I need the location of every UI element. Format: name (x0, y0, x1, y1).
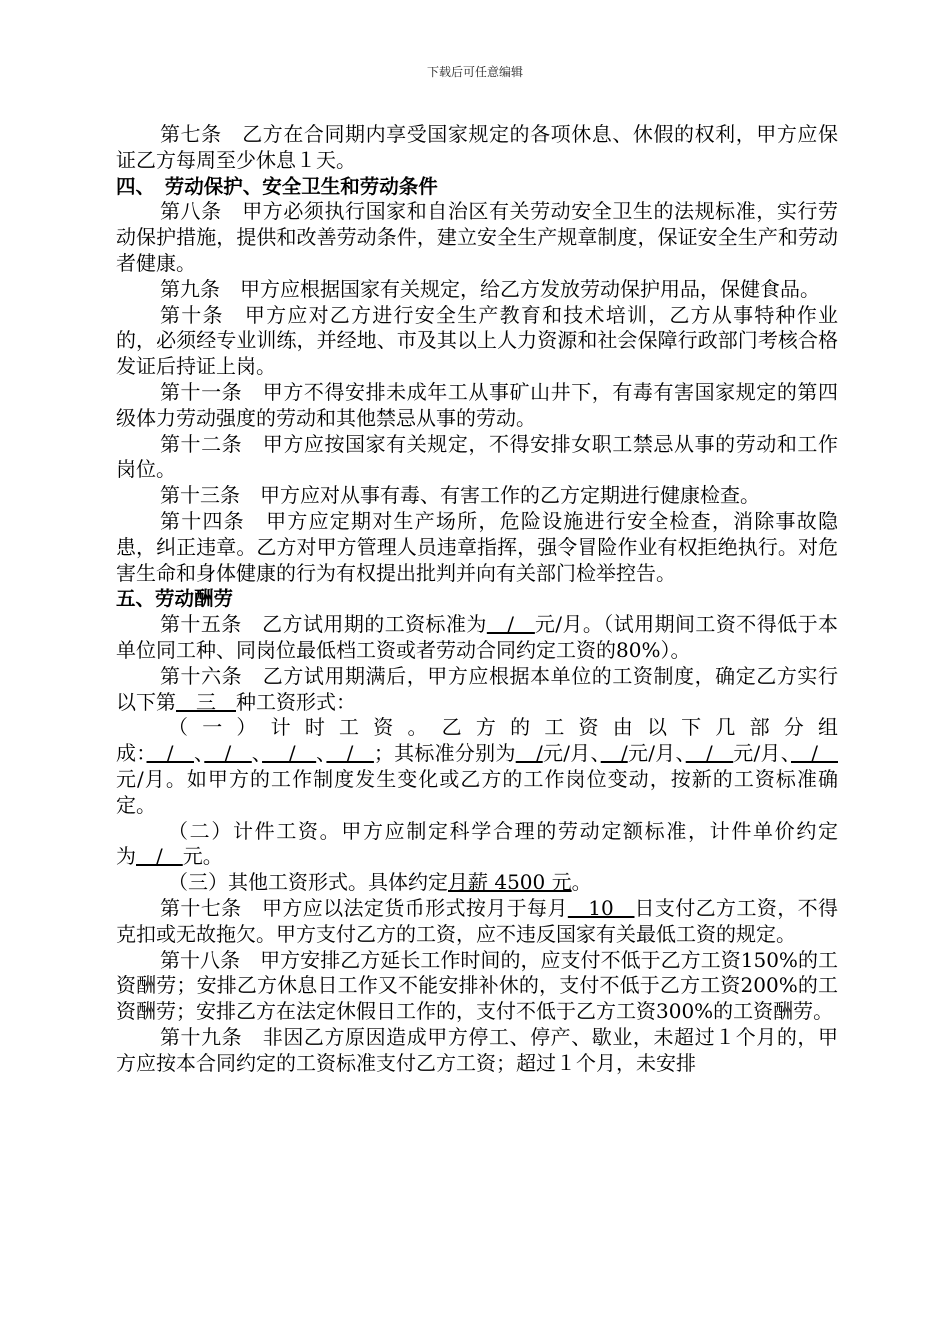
article-11: 第十一条 甲方不得安排未成年工从事矿山井下，有毒有害国家规定的第四级体力劳动强度的劳动和其他禁忌从事的劳动。 (116, 379, 838, 430)
page-header: 下载后可任意编辑 (426, 65, 523, 79)
item-1-blank-5: / (515, 741, 543, 766)
piece-rate-blank: / (136, 844, 183, 869)
article-15-text-a: 第十五条 乙方试用期的工资标准为 (160, 612, 487, 637)
item-2-text-b: 元。 (182, 844, 223, 869)
item-1-sep-1: 、 (194, 741, 205, 766)
item-3-text-a: （三）其他工资形式。具体约定 (168, 870, 448, 895)
document-body (116, 122, 838, 1076)
item-1-blank-4: / (326, 741, 374, 766)
item-1-blank-6: / (600, 741, 628, 766)
item-1-blank-1: / (146, 741, 195, 766)
article-8: 第八条 甲方必须执行国家和自治区有关劳动安全卫生的法规标准，实行劳动保护措施，提供和改善劳动条件，建立安全生产规章制度，保证安全生产和劳动者健康。 (116, 199, 838, 275)
item-1-blank-2: / (204, 741, 252, 766)
article-15-text-b: 元/月。（试用期间工资不得低于本单位同工种、同岗位最低档工资或者劳动合同约定工资的80%）。 (116, 612, 838, 662)
article-14: 第十四条 甲方应定期对生产场所，危险设施进行安全检查，消除事故隐患，纠正违章。乙方对甲方管理人员违章指挥，强令冒险作业有权拒绝执行。对危害生命和身体健康的行为有权提出批判并向有关部门检举控告。 (116, 508, 838, 585)
article-18: 第十八条 甲方安排乙方延长工作时间的，应支付不低于乙方工资150%的工资酬劳；安排乙方休息日工作又不能安排补休的，支付不低于乙方工资200%的工资酬劳；安排乙方在法定休假日工作的，支付不低于乙方工资300%的工资酬劳。 (116, 947, 838, 1024)
item-3-text-b: 。 (571, 870, 592, 895)
article-10: 第十条 甲方应对乙方进行安全生产教育和技术培训，乙方从事特种作业的，必须经专业训练，并经地、市及其以上人力资源和社会保障行政部门考核合格发证后持证上岗。 (116, 302, 838, 379)
other-wage-blank: 月薪 4500 元 (448, 870, 572, 895)
item-1-blank-8: / (791, 741, 838, 766)
article-9: 第九条 甲方应根据国家有关规定，给乙方发放劳动保护用品，保健食品。 (160, 276, 820, 301)
article-17-text-b: 日支付乙方工资，不得克扣或无故拖欠。甲方支付乙方的工资，应不违反国家有关最低工资的规定。 (116, 895, 839, 946)
item-1-text-c: ；其标准分别为 (373, 741, 516, 766)
article-19: 第十九条 非因乙方原因造成甲方停工、停产、歇业，未超过１个月的，甲方应按本合同约定的工资标准支付乙方工资；超过１个月，未安排 (116, 1024, 838, 1075)
item-1-blank-3: / (262, 741, 317, 766)
item-1-sep-2: 、 (251, 741, 263, 766)
item-1-text-f: 元/月、 (733, 741, 791, 766)
section-5-heading: 五、劳动酬劳 (116, 587, 234, 611)
item-1-text-g: 元/月。如甲方的工作制度发生变化或乙方的工作岗位变动，按新的工资标准确定。 (116, 766, 838, 817)
item-1-text-d: 元/月、 (542, 741, 601, 766)
wage-item-2 (116, 819, 838, 871)
trial-wage-blank: / (486, 612, 535, 637)
article-12: 第十二条 甲方应按国家有关规定，不得安排女职工禁忌从事的劳动和工作岗位。 (116, 431, 838, 482)
article-15 (116, 612, 838, 664)
item-1-text-e: 元/月、 (627, 741, 686, 766)
item-2-text-a: （二）计件工资。甲方应制定科学合理的劳动定额标准，计件单价约定为 (116, 818, 838, 869)
item-1-sep-3: 、 (316, 741, 327, 766)
article-16-text-b: 种工资形式： (236, 689, 356, 714)
article-16-text-a: 第十六条 乙方试用期满后，甲方应根据本单位的工资制度，确定乙方实行以下第 (116, 663, 838, 714)
article-17 (116, 896, 838, 948)
wage-item-3 (116, 870, 838, 896)
pay-day-blank: 10 (567, 895, 635, 920)
article-16 (116, 664, 838, 716)
wage-item-1 (116, 715, 838, 818)
article-7: 第七条 乙方在合同期内享受国家规定的各项休息、休假的权利，甲方应保证乙方每周至少休息１天。 (116, 122, 838, 172)
wage-form-blank: 三 (176, 689, 236, 714)
article-17-text-a: 第十七条 甲方应以法定货币形式按月于每月 (160, 895, 568, 920)
section-4-heading: 四、 劳动保护、安全卫生和劳动条件 (116, 174, 438, 198)
item-1-text-a: （一）计时工资。乙方的工资由以下几部分组成： (116, 715, 838, 766)
item-1-blank-7: / (685, 741, 734, 766)
article-13: 第十三条 甲方应对从事有毒、有害工作的乙方定期进行健康检查。 (160, 483, 760, 508)
